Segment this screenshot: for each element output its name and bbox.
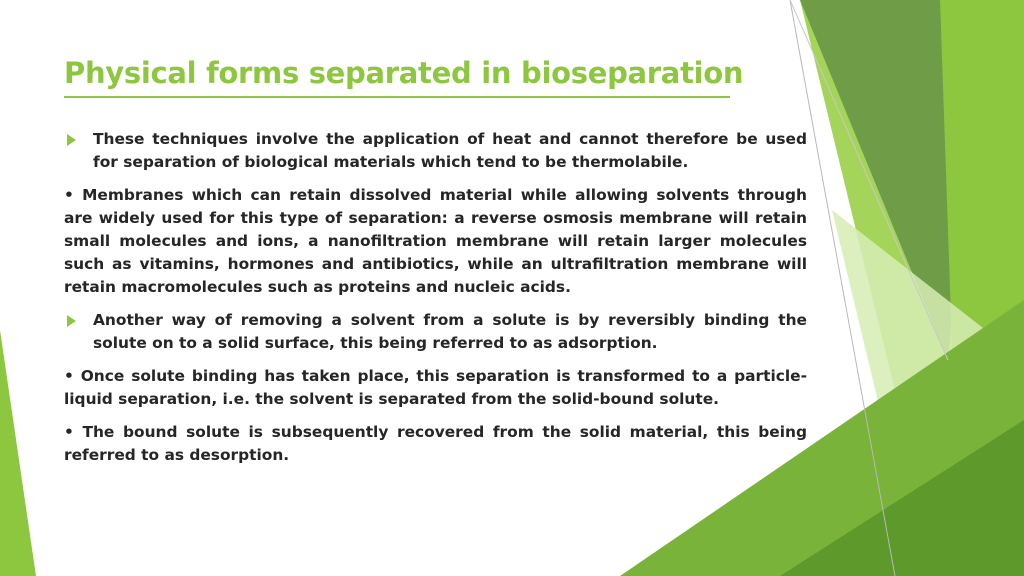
paragraph-item: • Once solute binding has taken place, this separation is transformed to a particle-liquid separation, i.e. the solvent is separated from the solid-bound solute.: [64, 367, 807, 408]
slide-body: [64, 128, 807, 477]
triangle-bullet-icon: [67, 134, 76, 146]
title-underline: [64, 96, 730, 98]
bullet-text: Another way of removing a solvent from a solute is by reversibly binding the solute on to a solid surface, this being referred to as adsorption.: [93, 311, 807, 352]
slide-title: Physical forms separated in bioseparation: [64, 56, 744, 90]
triangle-bullet-icon: [67, 315, 76, 327]
bullet-text: These techniques involve the application of heat and cannot therefore be used for separation of biological materials which tend to be thermolabile.: [93, 130, 807, 171]
paragraph-item: • The bound solute is subsequently recovered from the solid material, this being referred to as desorption.: [64, 423, 807, 464]
bullet-item: [64, 128, 807, 174]
left-facet: [0, 330, 36, 576]
bullet-item: [64, 309, 807, 355]
paragraph-item: • Membranes which can retain dissolved material while allowing solvents through are widely used for this type of separation: a reverse osmosis membrane will retain small molecules and ions, a nanofiltration membrane will retain larger molecules such as vitamins, hormones and antibiotics, while an ultrafiltration membrane will retain macromolecules such as proteins and nucleic acids.: [64, 186, 807, 296]
